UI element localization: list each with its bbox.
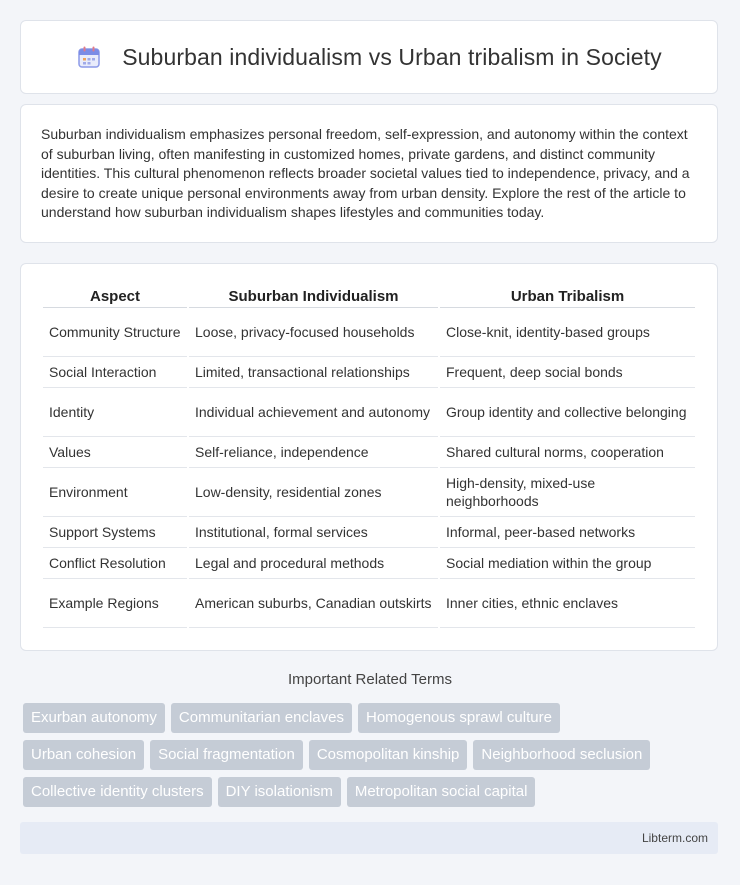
related-terms-title: Important Related Terms <box>288 671 452 688</box>
table-cell: Values <box>43 437 187 468</box>
related-term-tag[interactable]: Communitarian enclaves <box>171 703 352 733</box>
table-cell: Close-knit, identity-based groups <box>440 308 695 357</box>
calendar-icon <box>76 44 102 70</box>
intro-text: Suburban individualism emphasizes personal freedom, self-expression, and autonomy within the context of suburban living, often manifesting in customized homes, private gardens, and distinct community identities. This cultural phenomenon reflects broader societal values tied to independence, privacy, and a desire to create unique personal environments away from urban density. Explore the rest of the article to understand how suburban individualism shapes lifestyles and communities today. <box>41 126 690 220</box>
related-term-tag[interactable]: Cosmopolitan kinship <box>309 740 468 770</box>
related-term-tag[interactable]: Neighborhood seclusion <box>473 740 650 770</box>
table-row <box>43 308 695 357</box>
table-row <box>43 517 695 548</box>
table-cell: Institutional, formal services <box>189 517 438 548</box>
column-header: Urban Tribalism <box>440 285 695 308</box>
intro-card <box>20 104 718 243</box>
table-cell: High-density, mixed-use neighborhoods <box>440 468 695 517</box>
table-cell: Shared cultural norms, cooperation <box>440 437 695 468</box>
table-cell: Example Regions <box>43 579 187 628</box>
comparison-table-card <box>20 263 718 651</box>
related-term-tag[interactable]: Exurban autonomy <box>23 703 165 733</box>
table-cell: Low-density, residential zones <box>189 468 438 517</box>
header-card <box>20 20 718 94</box>
column-header: Suburban Individualism <box>189 285 438 308</box>
table-cell: Social mediation within the group <box>440 548 695 579</box>
table-cell: Legal and procedural methods <box>189 548 438 579</box>
table-cell: Support Systems <box>43 517 187 548</box>
table-cell: American suburbs, Canadian outskirts <box>189 579 438 628</box>
table-row <box>43 468 695 517</box>
table-cell: Informal, peer-based networks <box>440 517 695 548</box>
column-header: Aspect <box>43 285 187 308</box>
table-cell: Frequent, deep social bonds <box>440 357 695 388</box>
related-term-tag[interactable]: Social fragmentation <box>150 740 303 770</box>
related-term-tag[interactable]: Homogenous sprawl culture <box>358 703 560 733</box>
comparison-table <box>41 285 697 628</box>
footer <box>20 822 718 854</box>
table-row <box>43 437 695 468</box>
table-cell: Environment <box>43 468 187 517</box>
table-cell: Identity <box>43 388 187 437</box>
page-title: Suburban individualism vs Urban tribalism in Society <box>122 43 662 70</box>
table-row <box>43 579 695 628</box>
table-cell: Loose, privacy-focused households <box>189 308 438 357</box>
related-term-tag[interactable]: DIY isolationism <box>218 777 341 807</box>
table-cell: Inner cities, ethnic enclaves <box>440 579 695 628</box>
table-cell: Conflict Resolution <box>43 548 187 579</box>
table-cell: Social Interaction <box>43 357 187 388</box>
table-row <box>43 548 695 579</box>
footer-site-link[interactable]: Libterm.com <box>641 831 708 845</box>
table-row <box>43 388 695 437</box>
related-term-tag[interactable]: Urban cohesion <box>23 740 144 770</box>
table-cell: Individual achievement and autonomy <box>189 388 438 437</box>
table-row <box>43 357 695 388</box>
related-term-tag[interactable]: Collective identity clusters <box>23 777 212 807</box>
table-cell: Community Structure <box>43 308 187 357</box>
table-cell: Limited, transactional relationships <box>189 357 438 388</box>
related-terms-list <box>23 703 723 814</box>
related-term-tag[interactable]: Metropolitan social capital <box>347 777 536 807</box>
table-header-row <box>43 285 695 308</box>
table-cell: Self-reliance, independence <box>189 437 438 468</box>
table-cell: Group identity and collective belonging <box>440 388 695 437</box>
